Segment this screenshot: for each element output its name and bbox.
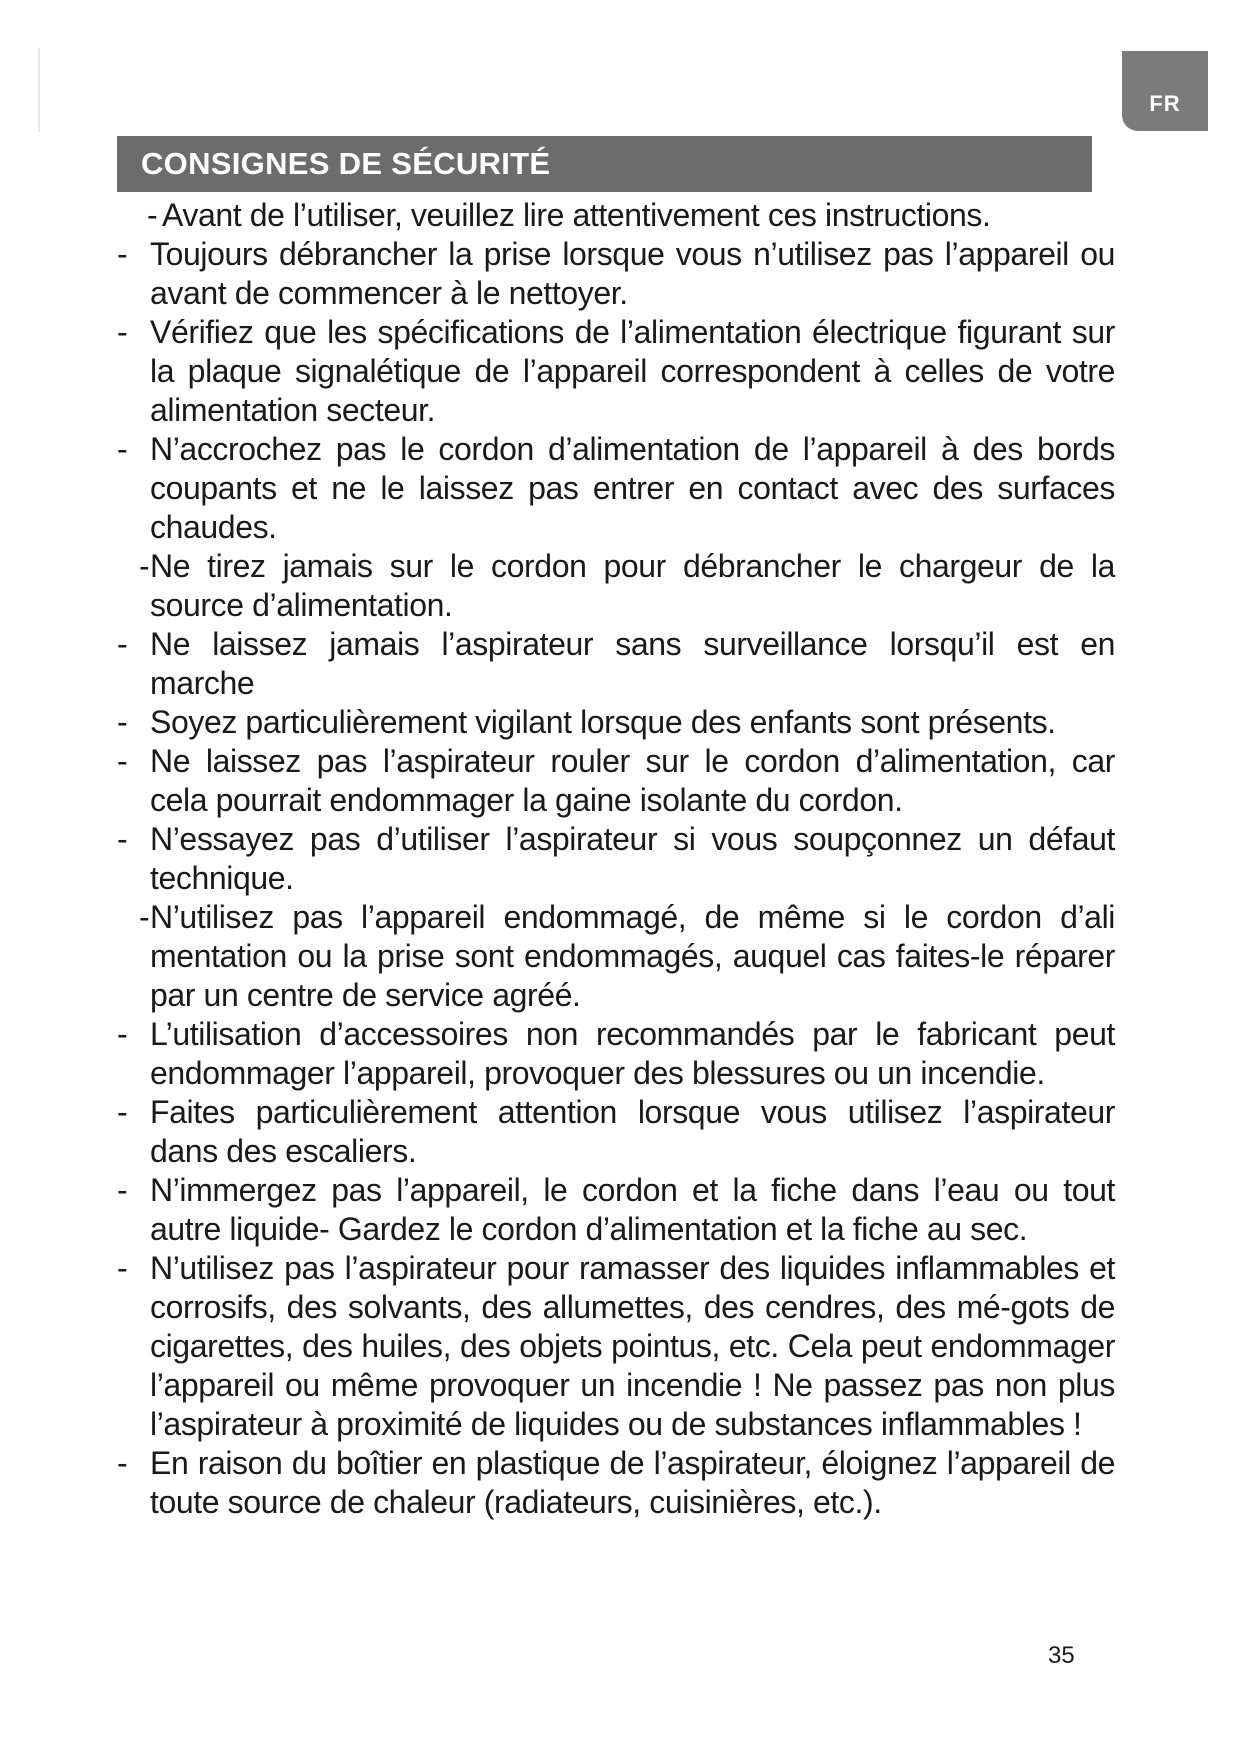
list-item: - N’essayez pas d’utiliser l’aspirateur si vous soupçonnez un défaut technique. — [117, 820, 1115, 898]
section-title: CONSIGNES DE SÉCURITÉ — [141, 146, 551, 181]
list-item: - Faites particulièrement attention lorsque vous utilisez l’aspirateur dans des escaliers. — [117, 1093, 1115, 1171]
list-item: - Soyez particulièrement vigilant lorsque des enfants sont présents. — [117, 703, 1115, 742]
list-item: - N’immergez pas l’appareil, le cordon et la fiche dans l’eau ou tout autre liquide- Gardez le cordon d’alimentation et la fiche au sec. — [117, 1171, 1115, 1249]
list-item: - N’utilisez pas l’aspirateur pour ramasser des liquides inflammables et corrosifs, des solvants, des allumettes, des cendres, des mé-gots de cigarettes, des huiles, des objets pointus, etc. Cela peut endommager l’appareil ou même provoquer un incendie ! Ne passez pas non plus l’aspirateur à proximité de liquides ou de substances inflammables ! — [117, 1249, 1115, 1444]
list-item: - N’accrochez pas le cordon d’alimentation de l’appareil à des bords coupants et ne le laissez pas entrer en contact avec des surfaces chaudes. — [117, 430, 1115, 547]
list-item: - Avant de l’utiliser, veuillez lire attentivement ces instructions. — [117, 196, 1115, 235]
list-item: - Toujours débrancher la prise lorsque vous n’utilisez pas l’appareil ou avant de commencer à le nettoyer. — [117, 235, 1115, 313]
list-item: - Ne tirez jamais sur le cordon pour débrancher le chargeur de la source d’alimentation. — [117, 547, 1115, 625]
page-edge-line — [38, 48, 40, 132]
safety-rules-list — [117, 196, 1115, 1522]
list-item: - N’utilisez pas l’appareil endommagé, de même si le cordon d’ali mentation ou la prise sont endommagés, auquel cas faites-le réparer par un centre de service agréé. — [117, 898, 1115, 1015]
page-number: 35 — [1048, 1642, 1075, 1669]
list-item: - En raison du boîtier en plastique de l’aspirateur, éloignez l’appareil de toute source de chaleur (radiateurs, cuisinières, etc.). — [117, 1444, 1115, 1522]
list-item: - Ne laissez jamais l’aspirateur sans surveillance lorsqu’il est en marche — [117, 625, 1115, 703]
list-item: - L’utilisation d’accessoires non recommandés par le fabricant peut endommager l’appareil, provoquer des blessures ou un incendie. — [117, 1015, 1115, 1093]
language-tab-label: FR — [1149, 91, 1181, 116]
list-item: - Vérifiez que les spécifications de l’alimentation électrique figurant sur la plaque signalétique de l’appareil correspondent à celles de votre alimentation secteur. — [117, 313, 1115, 430]
section-title-bar — [117, 136, 1092, 192]
list-item: - Ne laissez pas l’aspirateur rouler sur le cordon d’alimentation, car cela pourrait endommager la gaine isolante du cordon. — [117, 742, 1115, 820]
language-tab — [1122, 51, 1208, 131]
